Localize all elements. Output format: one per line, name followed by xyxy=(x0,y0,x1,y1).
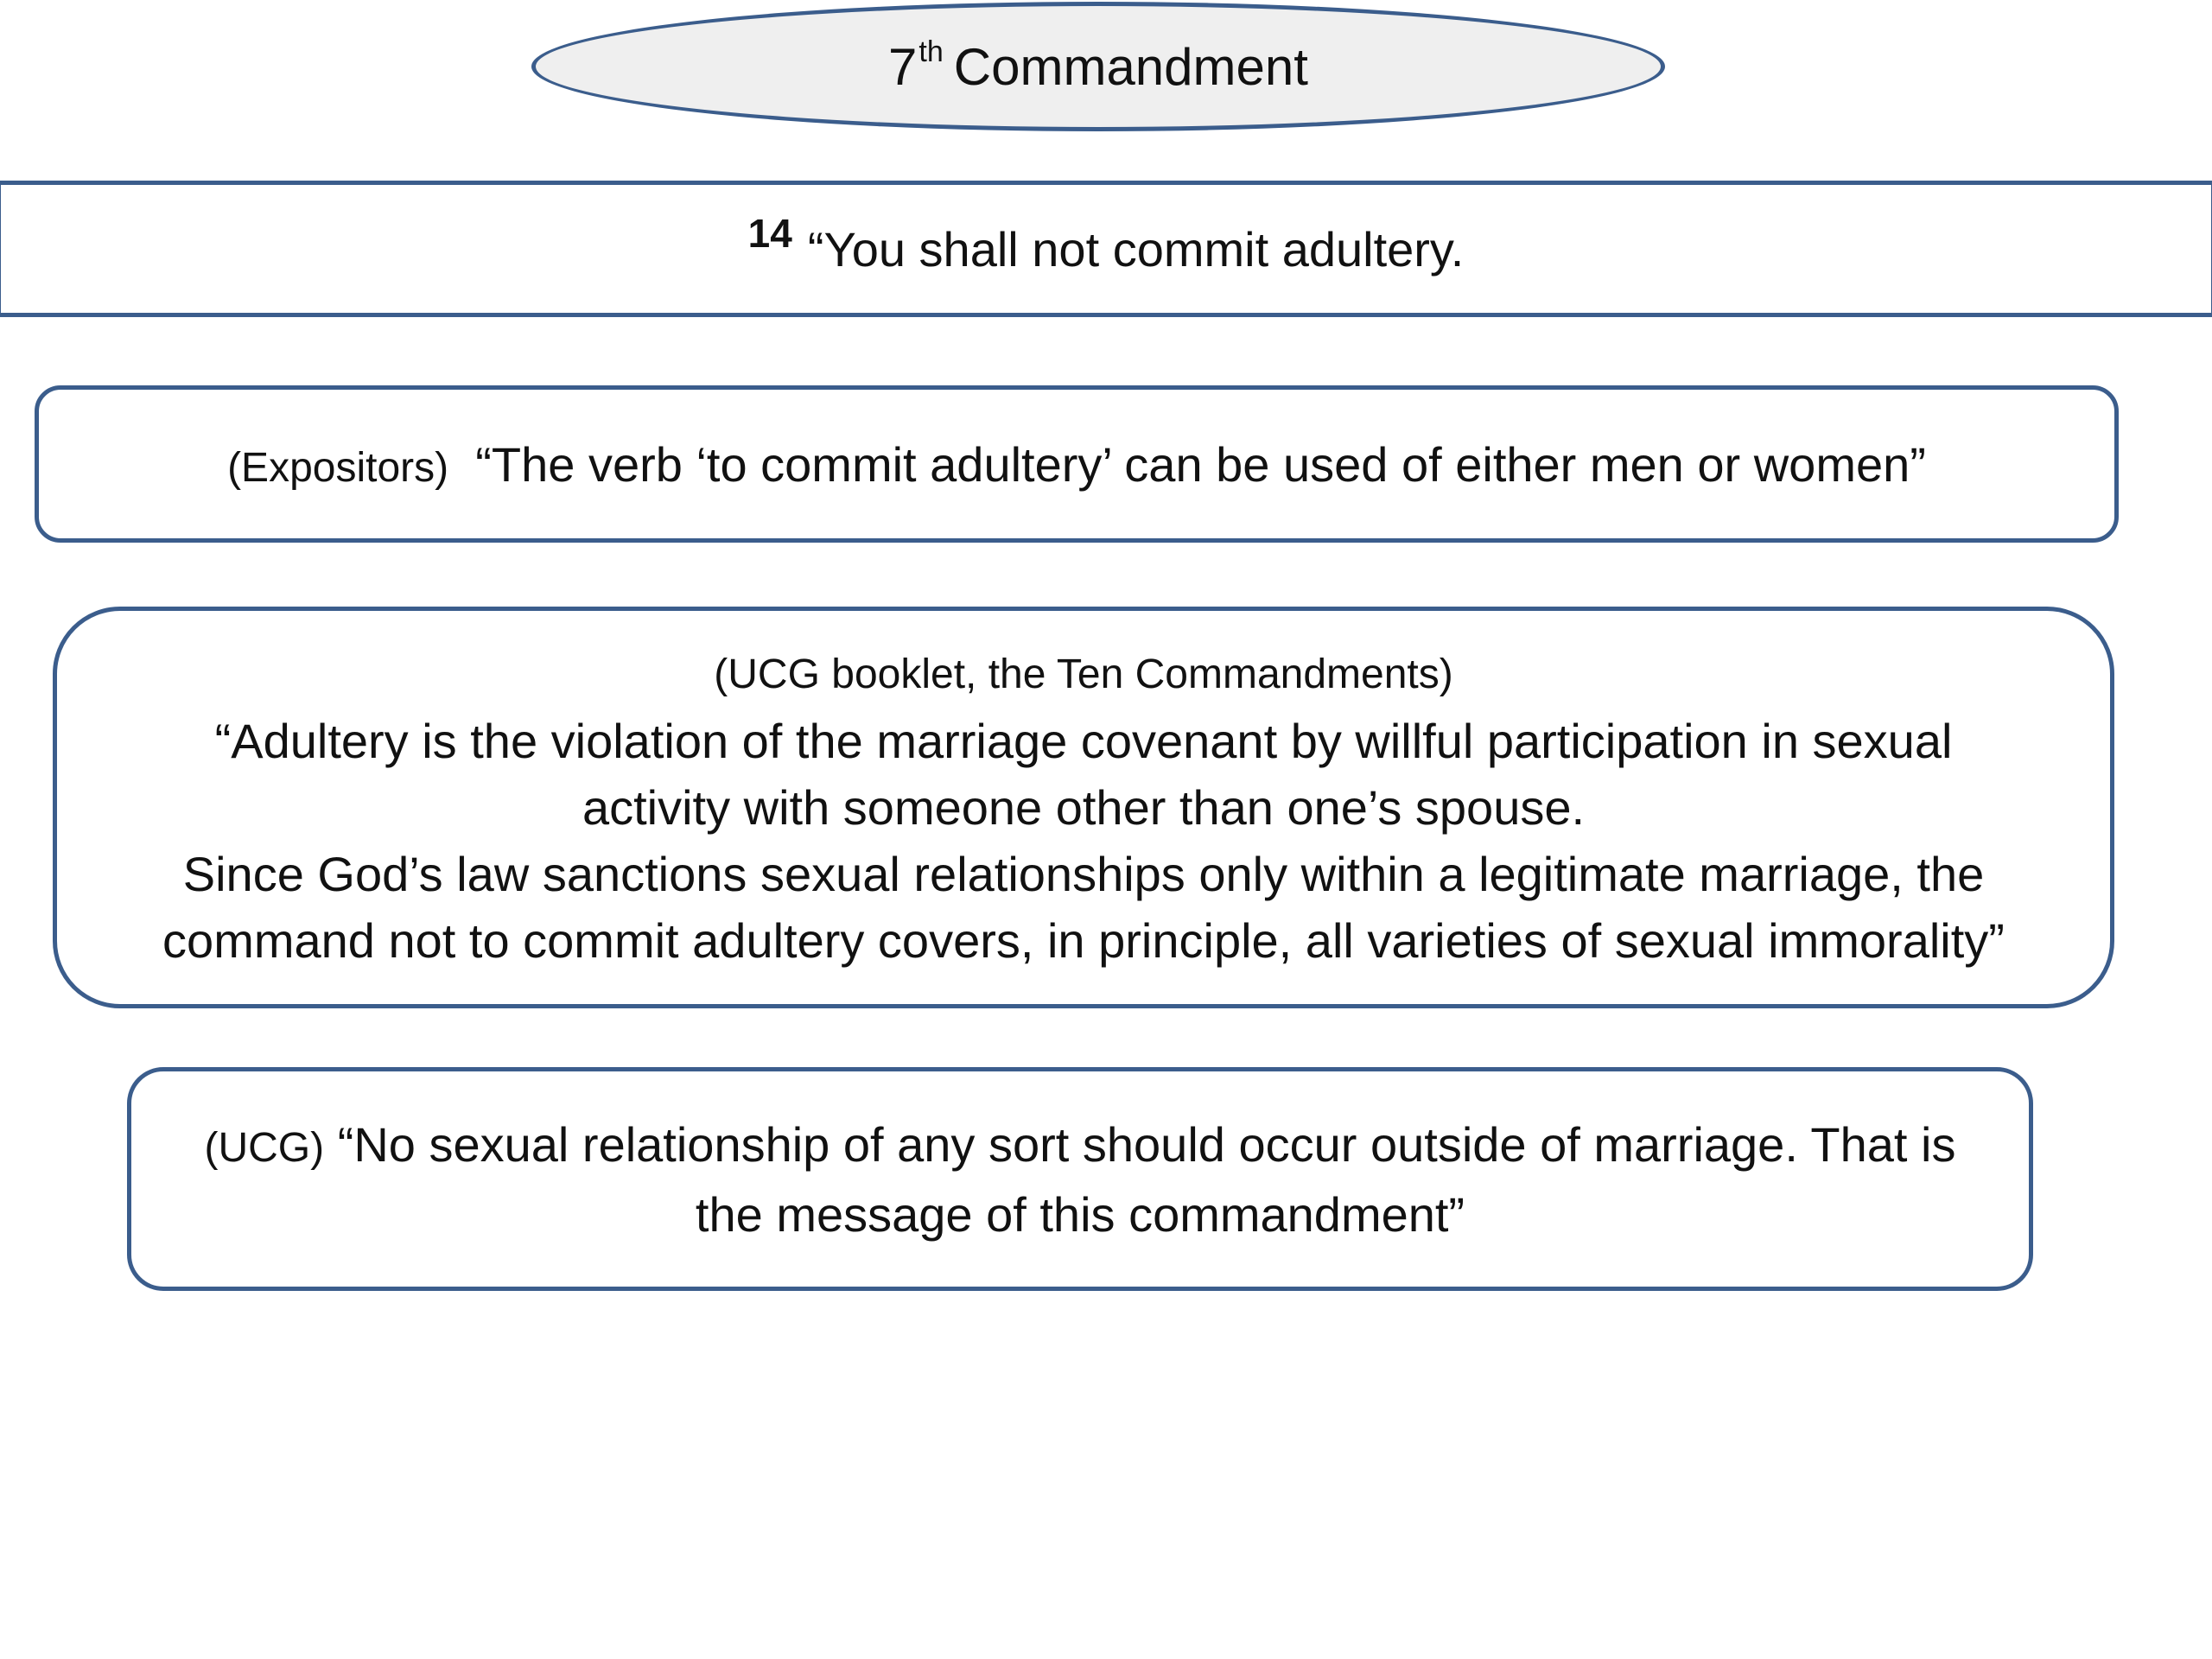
expositors-quote xyxy=(227,436,1926,493)
ucg-booklet-quote-line: command not to commit adultery covers, in principle, all varieties of sexual immorality” xyxy=(162,913,2005,968)
ucg-booklet-quote-box xyxy=(53,607,2114,1008)
title-suffix: th xyxy=(918,35,944,68)
ucg-booklet-source: (UCG booklet, the Ten Commandments) xyxy=(714,652,1453,697)
ucg-booklet-quote-line: activity with someone other than one’s spouse. xyxy=(582,780,1586,835)
expositors-quote-box xyxy=(35,385,2119,543)
title-number: 7 xyxy=(888,37,918,96)
verse-line xyxy=(747,210,1465,277)
ucg-quote-text: “No sexual relationship of any sort should occur outside of marriage. That is xyxy=(337,1116,1956,1172)
title-text: Commandment xyxy=(953,37,1308,96)
expositors-source: (Expositors) xyxy=(227,444,449,491)
ucg-quote-line xyxy=(204,1111,1955,1181)
title-ellipse xyxy=(531,2,1665,131)
ucg-quote-line: the message of this commandment” xyxy=(695,1186,1465,1242)
verse-box xyxy=(0,181,2212,317)
ucg-source: (UCG) xyxy=(204,1124,325,1171)
ucg-booklet-quote-line: Since God’s law sanctions sexual relationships only within a legitimate marriage, the xyxy=(182,847,1985,901)
expositors-quote-text: “The verb ‘to commit adultery’ can be used of either men or women” xyxy=(475,436,1926,492)
ucg-booklet-quote-line: “Adultery is the violation of the marriage covenant by willful participation in sexual xyxy=(214,714,1953,768)
ucg-quote-box xyxy=(127,1067,2033,1291)
verse-text: “You shall not commit adultery. xyxy=(807,221,1465,276)
verse-number: 14 xyxy=(747,210,792,256)
slide-title xyxy=(888,37,1308,97)
